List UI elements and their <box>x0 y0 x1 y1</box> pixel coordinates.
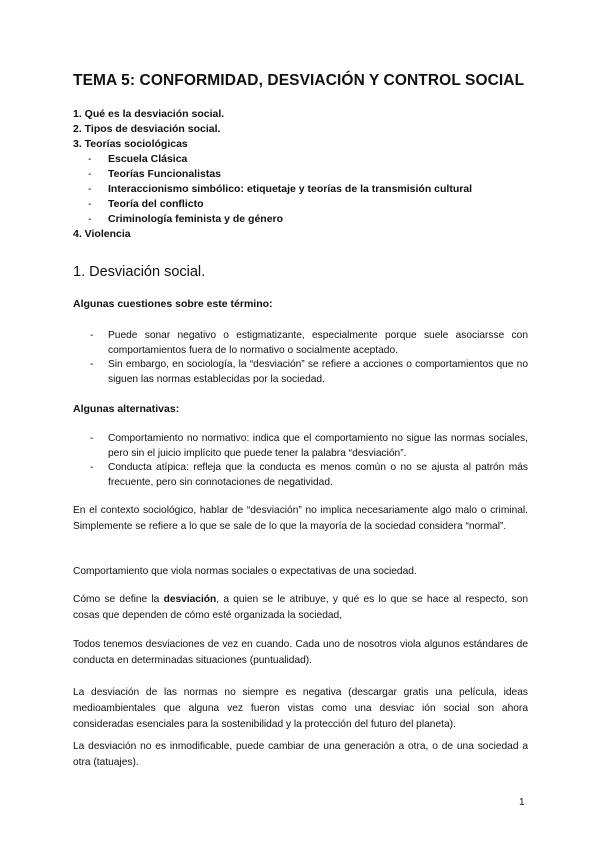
paragraph: La desviación no es inmodificable, puede cambiar de una generación a otra, o de una sociedad a otra (tatuajes). <box>73 741 528 768</box>
toc-subitem <box>73 167 543 182</box>
table-of-contents <box>73 107 543 242</box>
toc-subitem <box>73 197 543 212</box>
list-item-text: Puede sonar negativo o estigmatizante, especialmente porque suele asociarsse con comportamientos fuera de lo normativo o socialmente aceptado. <box>108 330 528 356</box>
paragraph: En el contexto sociológico, hablar de “desviación” no implica necesariamente algo malo o criminal. Simplemente se refiere a lo que se sale de lo que la mayoría de la sociedad considera “normal”. <box>73 505 528 532</box>
page-number: 1 <box>519 797 525 808</box>
dash-marker: - <box>90 359 94 370</box>
dash-marker: - <box>88 153 92 165</box>
document-title: TEMA 5: CONFORMIDAD, DESVIACIÓN Y CONTROL SOCIAL <box>73 72 525 89</box>
paragraph: Todos tenemos desviaciones de vez en cuando. Cada uno de nosotros viola algunos estándares de conducta en determinadas situaciones (puntualidad). <box>73 639 528 666</box>
questions-label: Algunas cuestiones sobre este término: <box>73 298 273 310</box>
toc-subitem <box>73 212 543 227</box>
list-item-text: Conducta atípica: refleja que la conducta es menos común o no se ajusta al patrón más frecuente, pero sin connotaciones de negatividad. <box>108 462 528 488</box>
toc-item: 3. Teorías sociológicas <box>73 138 188 150</box>
alternatives-bullet-list <box>73 432 528 490</box>
list-item <box>73 329 528 358</box>
paragraph: La desviación de las normas no siempre es negativa (descargar gratis una película, ideas medioambientales que alguna vez fueron vistas como una desviac ión social son ahora consideradas esenciales para la sostenibilidad y la protección del futuro del planeta). <box>73 687 528 730</box>
paragraph <box>73 592 528 624</box>
list-item-text: Sin embargo, en sociología, la “desviación” se refiere a acciones o comportamientos que no siguen las normas establecidas por la sociedad. <box>108 359 528 385</box>
dash-marker: - <box>88 168 92 180</box>
alternatives-label: Algunas alternativas: <box>73 403 180 415</box>
dash-marker: - <box>88 198 92 210</box>
dash-marker: - <box>90 462 94 473</box>
list-item <box>73 432 528 461</box>
list-item <box>73 358 528 387</box>
dash-marker: - <box>88 183 92 195</box>
toc-subitem-label: Criminología feminista y de género <box>108 213 284 225</box>
section-heading: 1. Desviación social. <box>73 264 206 280</box>
paragraph-text: Cómo se define la <box>73 594 164 605</box>
dash-marker: - <box>88 213 92 225</box>
emphasis-term: desviación <box>163 594 217 605</box>
dash-marker: - <box>90 330 94 341</box>
toc-subitem-label: Teoría del conflicto <box>108 198 204 210</box>
toc-subitem-label: Teorías Funcionalistas <box>108 168 222 180</box>
toc-subitem <box>73 182 543 197</box>
toc-subitem-label: Interaccionismo simbólico: etiquetaje y teorías de la transmisión cultural <box>108 183 473 195</box>
toc-item: 4. Violencia <box>73 228 131 240</box>
list-item-text: Comportamiento no normativo: indica que el comportamiento no sigue las normas sociales, pero sin el juicio implícito que puede tener la palabra “desviación”. <box>108 433 528 459</box>
toc-item: 2. Tipos de desviación social. <box>73 123 221 135</box>
paragraph: Comportamiento que viola normas sociales o expectativas de una sociedad. <box>73 566 417 577</box>
toc-item: 1. Qué es la desviación social. <box>73 108 225 120</box>
toc-subitem <box>73 152 543 167</box>
paragraph-text: , a quien se le atribuye, y qué es lo que se hace al respecto, son cosas que dependen de cómo esté organizada la sociedad, <box>73 594 528 621</box>
dash-marker: - <box>90 433 94 444</box>
list-item <box>73 461 528 490</box>
questions-bullet-list <box>73 329 528 387</box>
toc-subitem-label: Escuela Clásica <box>108 153 188 165</box>
